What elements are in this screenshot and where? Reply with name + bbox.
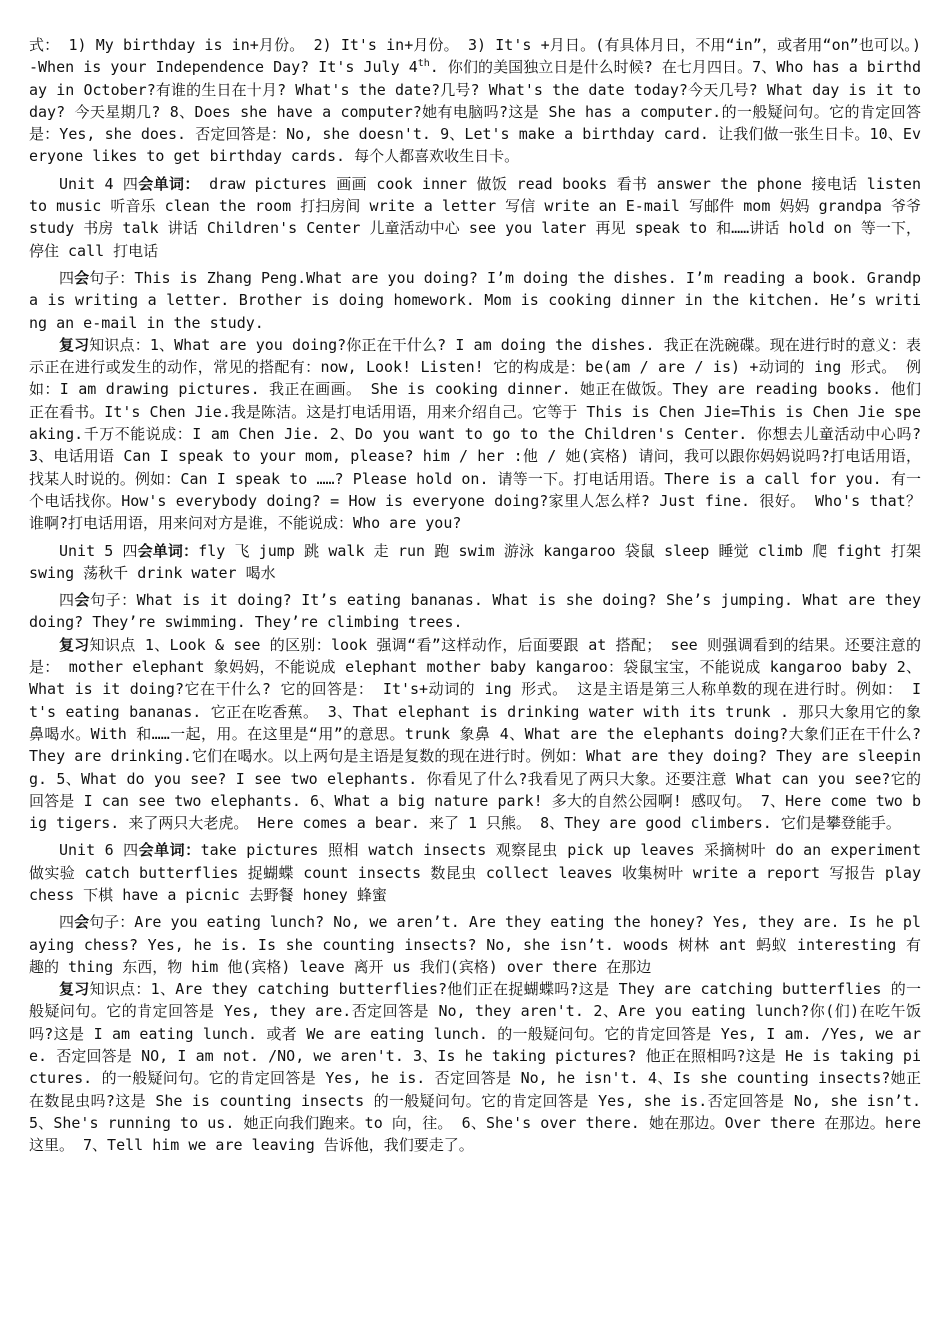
unit4-words-text: draw pictures 画画 cook inner 做饭 read books 看书 answer the phone 接电话 listen to music 听音乐 clean the room 打扫房间 write a letter 写信 write an E-mail 写邮件 mom 妈妈 grandpa 爷爷 study 书房 talk 讲话 Children's Center 儿童活动中心 see you later 再见 speak to 和……讲话 hold on 等一下，停住 call 打电话 [29,174,921,260]
unit5-words-label: 会单词： [137,541,199,560]
paragraph-unit4-review [29,334,921,535]
unit5-review-label: 复习 [59,635,90,654]
unit6-words-label: 会单词： [138,841,201,860]
unit6-sentences-prefix: 四 [59,913,75,932]
paragraph-unit5-sentences [29,589,921,634]
unit5-words-text: fly 飞 jump 跳 walk 走 run 跑 swim 游泳 kangaroo 袋鼠 sleep 睡觉 climb 爬 fight 打架 swing 荡秋千 drink water 喝水 [29,541,921,582]
paragraph-unit4-sentences [29,267,921,334]
unit3-notes-text-a: 式： 1) My birthday is in+月份。 2) It's in+月份。 3) It's +月日。(有具体月日，不用“in”，或者用“on”也可以。) -When is your Independence Day? It's July 4 [29,36,921,77]
unit5-heading: Unit 5 四 [59,541,138,560]
document-page [29,34,921,1157]
unit4-sentences-prefix: 四 [59,268,75,287]
unit3-notes-text-b: . 你们的美国独立日是什么时候? 在七月四日。7、Who has a birthday in October?有谁的生日在十月? What's the date?几号? What's the date today?今天几号? What day is it today? 今天星期几? 8、Does she have a computer?她有电脑吗?这是 She has a computer.的一般疑问句。它的肯定回答是：Yes, she does. 否定回答是：No, she doesn't. 9、Let's make a birthday card. 让我们做一张生日卡。10、Everyone likes to get birthday cards. 每个人都喜欢收生日卡。 [29,58,921,166]
unit4-sentences-label: 会 [74,268,90,287]
paragraph-unit5-review [29,634,921,835]
unit6-sentences-text: 句子：Are you eating lunch? No, we aren’t. Are they eating the honey? Yes, they are. Is he playing chess? Yes, he is. Is she counting insects? No, she isn’t. woods 树林 ant 蚂蚁 interesting 有趣的 thing 东西，物 him 他(宾格) leave 离开 us 我们(宾格) over there 在那边 [29,913,921,976]
unit5-sentences-text: 句子：What is it doing? It’s eating bananas. What is she doing? She’s jumping. What are they doing? They’re swimming. They’re climbing trees. [29,591,921,632]
paragraph-unit6-words [29,839,921,906]
unit6-review-label: 复习 [59,980,90,999]
unit5-sentences-prefix: 四 [59,591,75,610]
unit5-review-text: 知识点 1、Look & see 的区别：look 强调“看”这样动作，后面要跟 at 搭配； see 则强调看到的结果。还要注意的是： mother elephant 象妈妈，不能说成 elephant mother baby kangaroo：袋鼠宝宝，不能说成 kangaroo baby 2、What is it doing?它在干什么? 它的回答是： It's+动词的 ing 形式。 这是主语是第三人称单数的现在进行时。例如： It's eating bananas. 它正在吃香蕉。 3、That elephant is drinking water with its trunk . 那只大象用它的象鼻喝水。With 和……一起，用。在这里是“用”的意思。trunk 象鼻 4、What are the elephants doing?大象们正在干什么? They are drinking.它们在喝水。以上两句是主语是复数的现在进行时。例如：What are they doing? They are sleeping. 5、What do you see? I see two elephants. 你看见了什么?我看见了两只大象。还要注意 What can you see?它的回答是 I can see two elephants. 6、What a big nature park! 多大的自然公园啊! 感叹句。 7、Here come two big tigers. 来了两只大老虎。 Here comes a bear. 来了 1 只熊。 8、They are good climbers. 它们是攀登能手。 [29,635,921,833]
paragraph-unit3-notes [29,34,921,168]
unit4-heading: Unit 4 四 [59,174,139,193]
paragraph-unit4-words [29,173,921,262]
unit4-sentences-text: 句子：This is Zhang Peng.What are you doing? I’m doing the dishes. I’m reading a book. Grandpa is writing a letter. Brother is doing homework. Mom is cooking dinner in the kitchen. He’s writing an e-mail in the study. [29,268,921,332]
ordinal-suffix: th [417,58,430,70]
unit6-sentences-label: 会 [74,913,90,932]
paragraph-unit6-review [29,978,921,1156]
unit4-words-label: 会单词： [138,174,200,193]
paragraph-unit5-words [29,540,921,585]
unit6-review-text: 知识点：1、Are they catching butterflies?他们正在捉蝴蝶吗?这是 They are catching butterflies 的一般疑问句。它的肯定回答是 Yes, they are.否定回答是 No, they aren't. 2、Are you eating lunch?你(们)在吃午饭吗?这是 I am eating lunch. 或者 We are eating lunch. 的一般疑问句。它的肯定回答是 Yes, I am. /Yes, we are. 否定回答是 NO, I am not. /NO, we aren't. 3、Is he taking pictures? 他正在照相吗?这是 He is taking pictures. 的一般疑问句。它的肯定回答是 Yes, he is. 否定回答是 No, he isn't. 4、Is she counting insects?她正在数昆虫吗?这是 She is counting insects 的一般疑问句。它的肯定回答是 Yes, she is.否定回答是 No, she isn’t. 5、She's running to us. 她正向我们跑来。to 向，往。 6、She's over there. 她在那边。Over there 在那边。here 这里。 7、Tell him we are leaving 告诉他，我们要走了。 [29,980,921,1155]
unit6-words-text: take pictures 照相 watch insects 观察昆虫 pick up leaves 采摘树叶 do an experiment 做实验 catch butterflies 捉蝴蝶 count insects 数昆虫 collect leaves 收集树叶 write a report 写报告 play chess 下棋 have a picnic 去野餐 honey 蜂蜜 [29,841,921,904]
unit6-heading: Unit 6 四 [59,841,139,860]
unit4-review-label: 复习 [59,335,90,354]
unit4-review-text: 知识点：1、What are you doing?你正在干什么? I am doing the dishes. 我正在洗碗碟。现在进行时的意义：表示正在进行或发生的动作，常见的搭配有：now, Look! Listen! 它的构成是：be(am / are / is) +动词的 ing 形式。 例如：I am drawing pictures. 我正在画画。 She is cooking dinner. 她正在做饭。They are reading books. 他们正在看书。It's Chen Jie.我是陈洁。这是打电话用语，用来介绍自己。它等于 This is Chen Jie=This is Chen Jie speaking.千万不能说成：I am Chen Jie. 2、Do you want to go to the Children's Center. 你想去儿童活动中心吗? 3、电话用语 Can I speak to your mom, please? him / her :他 / 她(宾格) 请问，我可以跟你妈妈说吗?打电话用语，找某人时说的。例如：Can I speak to ……? Please hold on. 请等一下。打电话用语。There is a call for you. 有一个电话找你。How's everybody doing? = How is everyone doing?家里人怎么样? Just fine. 很好。 Who's that？谁啊?打电话用语，用来问对方是谁，不能说成：Who are you? [29,335,921,533]
unit5-sentences-label: 会 [74,591,91,610]
paragraph-unit6-sentences [29,911,921,978]
